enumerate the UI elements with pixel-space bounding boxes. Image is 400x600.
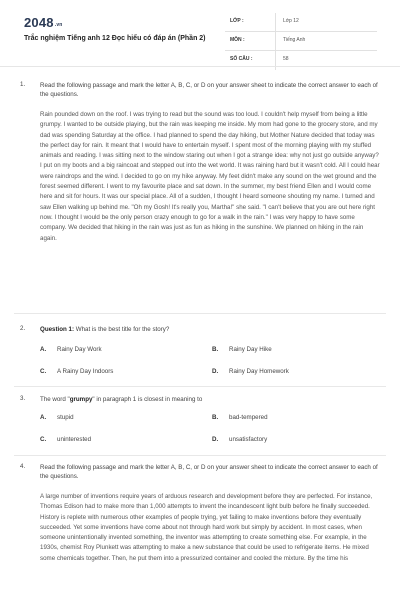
reading-passage: A large number of inventions require years of arduous research and development before they are perfected. For instance, Thomas Edison had to make more than 1,000 attempts to invent the incandescent light bulb before he finally succeeded. History is replete with numerous other examples of people trying, yet failing to make inventions before they eventually succeeded. Yet some inventions have come about not through hard work but simply by accident. In most cases, when someone unintentionally invented something, the inventor was attempting to create something else. For example, in the 1930s, chemist Roy Plunkett was attempting to make a new substance that could be used to refrigerate items. He mixed some chemicals together. Then, he put them into a pressurized container and cooled the mixture. By the time his — [40, 493, 373, 562]
meta-value: Lớp 12 — [283, 18, 299, 24]
meta-value: 58 — [283, 56, 289, 62]
question-prompt: Read the following passage and mark the letter A, B, C, or D on your answer sheet to indicate the correct answer to each of the questions. — [40, 82, 378, 98]
meta-row-class — [225, 13, 377, 32]
answer-option-b[interactable]: B. bad-tempered — [212, 414, 268, 421]
meta-label: LỚP : — [230, 18, 244, 24]
answer-option-c[interactable]: C. uninterested — [40, 436, 92, 443]
meta-value: Tiếng Anh — [283, 37, 306, 43]
question-divider — [14, 455, 386, 456]
question-number: 2. — [20, 325, 26, 332]
answer-option-d[interactable]: D. unsatisfactory — [212, 436, 268, 443]
question-number: 4. — [20, 463, 26, 470]
answer-option-b[interactable]: B. Rainy Day Hike — [212, 346, 272, 353]
meta-table — [225, 13, 377, 70]
answer-option-a[interactable]: A. stupid — [40, 414, 74, 421]
answer-option-d[interactable]: D. Rainy Day Homework — [212, 368, 289, 375]
header-divider — [0, 66, 400, 67]
page-header — [0, 0, 400, 80]
reading-passage: Rain pounded down on the roof. I was trying to read but the sound was too loud. I couldn't help myself from being a little grumpy. I wanted to be outside playing, but the rain was keeping me inside. My mom had gone to the grocery store, and my dad was spending Saturday at the office. I had planned to spend the day hiking, but Mother Nature decided that today was the perfect day for rain. It meant that I would have to entertain myself. I spent most of the morning playing with my stuffed animals and reading. I was sitting next to the window staring out when I got a strange idea: why not just go outside anyway? I put on my boots and a big raincoat and stepped out into the wet world. It was raining hard but it wasn't cold. All I could hear were raindrops and the wind. I decided to go on my hike anyway. My feet didn't make any sound on the wet ground and the forest seemed different. I went to my favourite place and sat down. In the summer, my best friend Ellen and I would come here and sit for hours. It was our special place. All of a sudden, I thought I heard someone shouting my name. I turned and saw Ellen walking up behind me. "Oh my Gosh! It's really you, Martha!" she said. "I can't believe that you are out here right now. I thought I would be the only person crazy enough to go for a walk in the rain." I was very happy to have some company. We decided that hiking in the rain was just as fun as hiking in the sunshine. We planned on hiking in the rain again. — [40, 111, 380, 242]
page-title: Trắc nghiệm Tiếng anh 12 Đọc hiểu có đáp án (Phần 2) — [24, 35, 206, 42]
question-number: 1. — [20, 81, 26, 88]
question-number: 3. — [20, 395, 26, 402]
question-prompt: Question 1: What is the best title for the story? — [40, 326, 170, 333]
meta-label: MÔN : — [230, 37, 245, 43]
question-prompt: Read the following passage and mark the letter A, B, C, or D on your answer sheet to indicate the correct answer to each of the questions. — [40, 464, 378, 480]
answer-option-c[interactable]: C. A Rainy Day Indoors — [40, 368, 114, 375]
meta-label: SỐ CÂU : — [230, 56, 253, 62]
logo-suffix: .vn — [54, 22, 63, 28]
meta-row-subject — [225, 32, 377, 51]
meta-row-count — [225, 51, 377, 70]
question-divider — [14, 386, 386, 387]
question-prompt: The word "grumpy" in paragraph 1 is closest in meaning to — [40, 396, 203, 403]
question-divider — [14, 313, 386, 314]
answer-option-a[interactable]: A. Rainy Day Work — [40, 346, 102, 353]
site-logo[interactable]: 2048.vn — [24, 15, 63, 30]
